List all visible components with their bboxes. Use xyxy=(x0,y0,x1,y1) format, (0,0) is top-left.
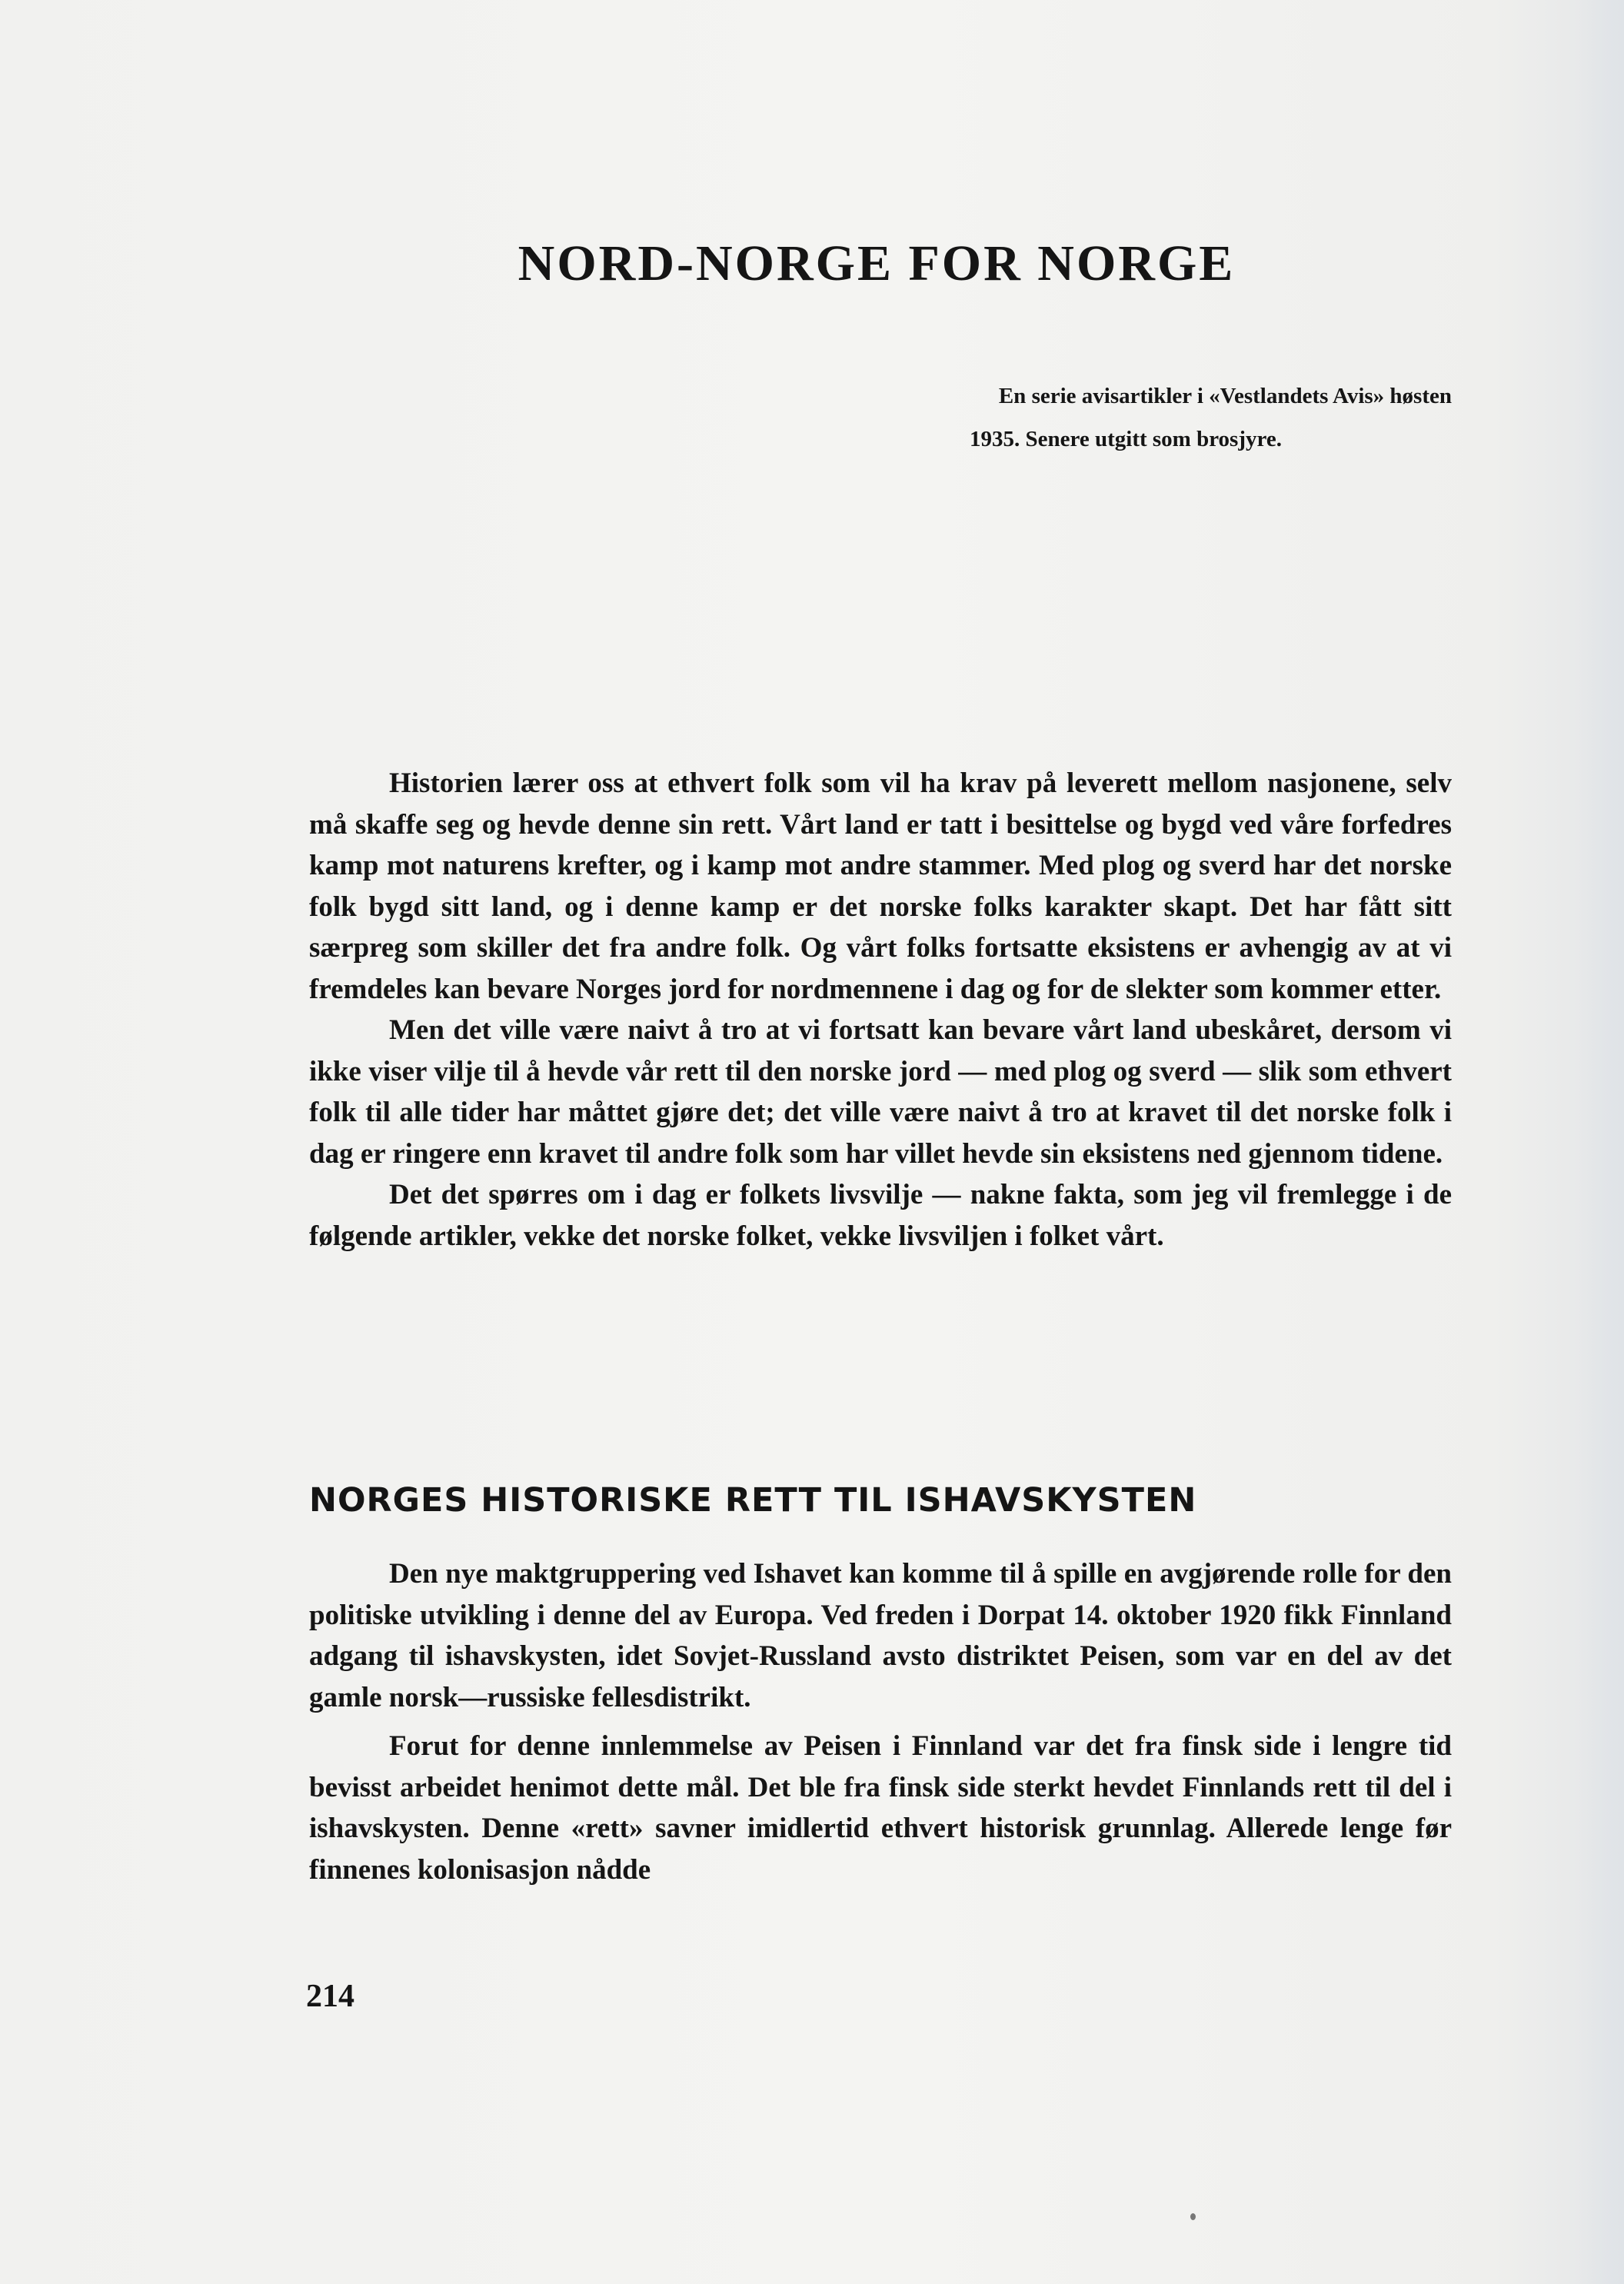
subtitle-note xyxy=(800,375,1452,461)
intro-paragraph-1: Historien lærer oss at ethvert folk som vil ha krav på leverett mellom nasjonene, selv må skaffe seg og hevde denne sin rett. Vårt land er tatt i besittelse og bygd ved våre forfedres kamp mot naturens krefter, og i kamp mot andre stammer. Med plog og sverd har det norske folk bygd sitt land, og i denne kamp er det norske folks karakter skapt. Det har fått sitt særpreg som skiller det fra andre folk. Og vårt folks fortsatte eksistens er avhengig av at vi fremdeles kan bevare Norges jord for nordmennene i dag og for de slekter som kommer etter. xyxy=(309,767,1452,1005)
section-heading: NORGES HISTORISKE RETT TIL ISHAVSKYSTEN xyxy=(309,1481,1197,1520)
print-speck xyxy=(1190,2213,1196,2220)
section-body xyxy=(309,1553,1452,1890)
section-paragraph-1: Den nye maktgruppering ved Ishavet kan komme til å spille en avgjørende rolle for den politiske utvikling i denne del av Europa. Ved freden i Dorpat 14. oktober 1920 fikk Finnland adgang til ishavskysten, idet Sovjet-Russland avsto distriktet Peisen, som var en del av det gamle norsk—russiske fellesdistrikt. xyxy=(309,1558,1452,1713)
intro-paragraph-2: Men det ville være naivt å tro at vi fortsatt kan bevare vårt land ubeskåret, dersom vi ikke viser vilje til å hevde vår rett til den norske jord — med plog og sverd — slik som ethvert folk til alle tider har måttet gjøre det; det ville være naivt å tro at kravet til det norske folk i dag er ringere enn kravet til andre folk som har villet hevde sin eksistens ned gjennom tidene. xyxy=(309,1014,1452,1170)
section-paragraph-2: Forut for denne innlemmelse av Peisen i Finnland var det fra finsk side i lengre tid bevisst arbeidet henimot dette mål. Det ble fra finsk side sterkt hevdet Finnlands rett til del i ishavskysten. Denne «rett» savner imidlertid ethvert historisk grunnlag. Allerede lenge før finnenes kolonisasjon nådde xyxy=(309,1730,1452,1886)
page-number: 214 xyxy=(306,1979,354,2014)
page-title: NORD-NORGE FOR NORGE xyxy=(517,235,1236,291)
intro-paragraph-3: Det det spørres om i dag er folkets livsvilje — nakne fakta, som jeg vil fremlegge i de følgende artikler, vekke det norske folket, vekke livsviljen i folket vårt. xyxy=(309,1179,1452,1252)
subtitle-line-2: 1935. Senere utgitt som brosjyre. xyxy=(970,427,1282,451)
page-edge-shadow xyxy=(1578,0,1624,2284)
intro-text xyxy=(309,763,1452,1257)
subtitle-line-1: En serie avisartikler i «Vestlandets Avis» høsten xyxy=(998,384,1452,408)
